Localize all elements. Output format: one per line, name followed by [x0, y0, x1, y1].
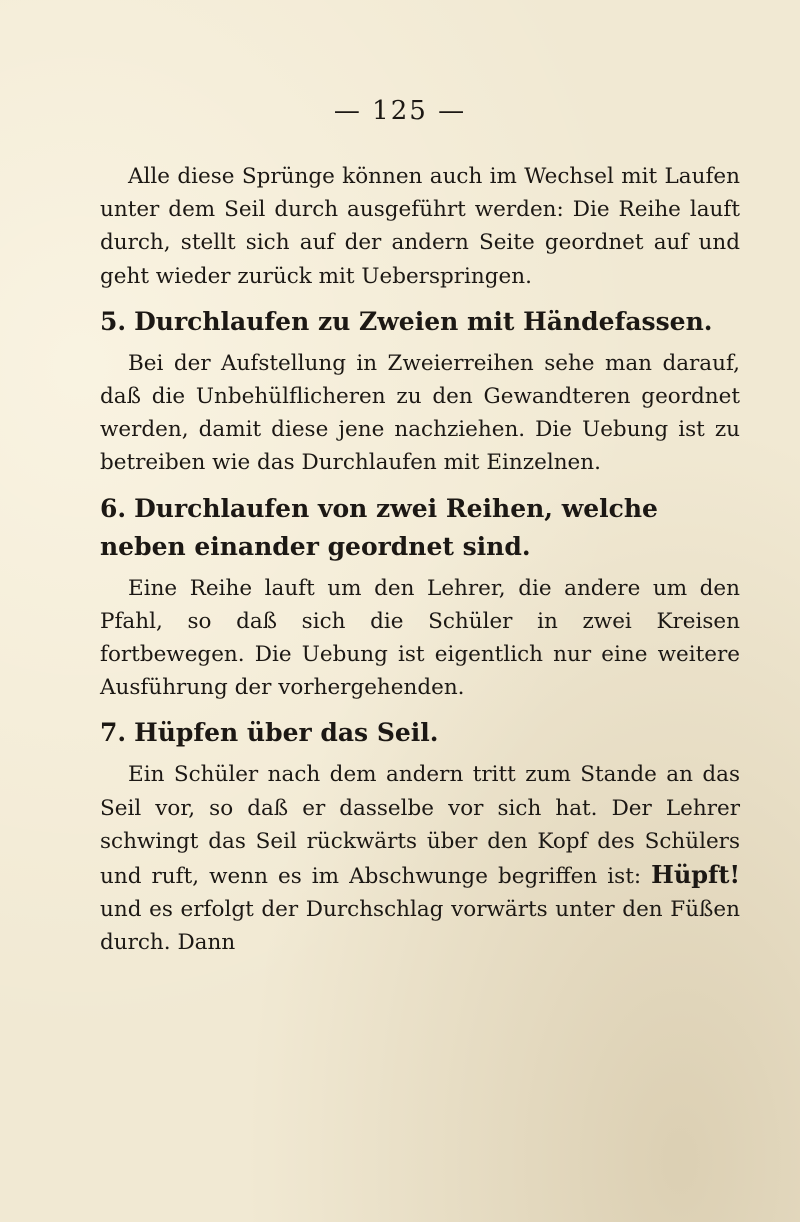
section-7-title: Hüpfen über das Seil.: [134, 718, 439, 748]
section-6-number: 6.: [100, 493, 127, 523]
section-7-heading: [100, 714, 740, 752]
section-6-heading: [100, 490, 740, 566]
page-body: [100, 160, 740, 960]
section-7-text-b: und es erfolgt der Durchschlag vorwärts unter den Füßen durch. Dann: [100, 897, 740, 956]
section-7-paragraph: [100, 758, 740, 959]
section-7-number: 7.: [100, 718, 127, 748]
page-number: — 125 —: [333, 96, 467, 126]
section-6-paragraph: Eine Reihe lauft um den Lehrer, die andere um den Pfahl, so daß sich die Schüler in zwei Kreisen fortbewegen. Die Uebung ist eigentlich nur eine weitere Ausführung der vorhergehenden.: [100, 575, 740, 701]
section-7-command: Hüpft!: [651, 860, 740, 890]
section-5-number: 5.: [100, 306, 127, 336]
section-5-title: Durchlaufen zu Zweien mit Händefassen.: [134, 306, 713, 336]
section-7-text-a: Ein Schüler nach dem andern tritt zum Stande an das Seil vor, so daß er dasselbe vor sich hat. Der Lehrer schwingt das Seil rückwärts über den Kopf des Schülers und ruft, wenn es im Abschwunge begriffen ist:: [100, 762, 740, 890]
section-5-paragraph: Bei der Aufstellung in Zweierreihen sehe man darauf, daß die Unbehülflicheren zu den Gewandteren geordnet werden, damit diese jene nachziehen. Die Uebung ist zu betreiben wie das Durchlaufen mit Einzelnen.: [100, 350, 740, 476]
section-5-heading: [100, 303, 740, 341]
section-6-title: Durchlaufen von zwei Reihen, welche neben einander geordnet sind.: [100, 493, 658, 561]
intro-paragraph: Alle diese Sprünge können auch im Wechsel mit Laufen unter dem Seil durch ausgeführt werden: Die Reihe lauft durch, stellt sich auf der andern Seite geordnet auf und geht wieder zurück mit Ueberspringen.: [100, 164, 740, 289]
